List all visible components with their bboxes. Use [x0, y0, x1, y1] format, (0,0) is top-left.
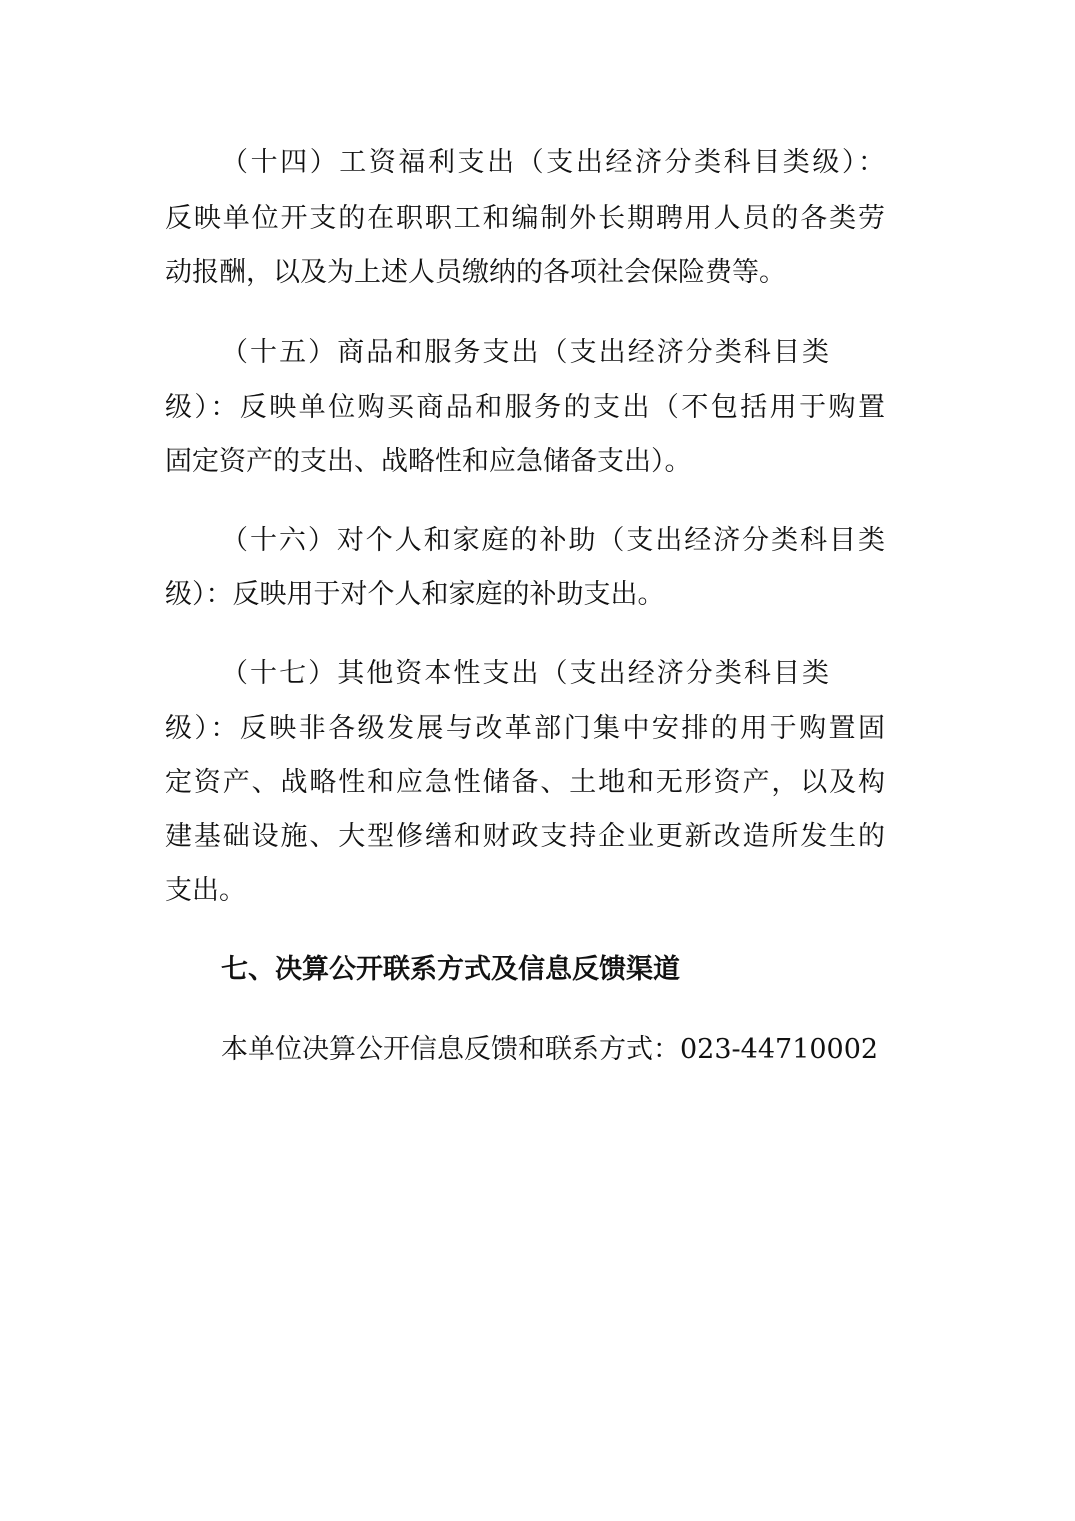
- paragraph-line: 建基础设施、大型修缮和财政支持企业更新改造所发生的: [165, 821, 885, 852]
- paragraph-line: 反映单位开支的在职职工和编制外长期聘用人员的各类劳: [165, 203, 885, 234]
- paragraph-line: 级）：反映用于对个人和家庭的补助支出。: [165, 579, 665, 610]
- paragraph-line: 固定资产的支出、战略性和应急储备支出）。: [165, 446, 692, 477]
- paragraph-line: （十六）对个人和家庭的补助（支出经济分类科目类: [221, 525, 885, 556]
- section-heading: 七、决算公开联系方式及信息反馈渠道: [221, 954, 680, 985]
- paragraph-line: （十五）商品和服务支出（支出经济分类科目类: [221, 337, 829, 368]
- paragraph-line: 支出。: [165, 875, 246, 906]
- paragraph-line: （十四）工资福利支出（支出经济分类科目类级）：: [221, 147, 885, 178]
- paragraph-line: （十七）其他资本性支出（支出经济分类科目类: [221, 658, 829, 689]
- paragraph-line: 级）：反映非各级发展与改革部门集中安排的用于购置固: [165, 713, 885, 744]
- paragraph-line: 动报酬，以及为上述人员缴纳的各项社会保险费等。: [165, 257, 786, 288]
- contact-info: 本单位决算公开信息反馈和联系方式：023-44710002: [221, 1034, 879, 1065]
- paragraph-line: 定资产、战略性和应急性储备、土地和无形资产，以及构: [165, 767, 885, 798]
- paragraph-line: 级）：反映单位购买商品和服务的支出（不包括用于购置: [165, 392, 885, 423]
